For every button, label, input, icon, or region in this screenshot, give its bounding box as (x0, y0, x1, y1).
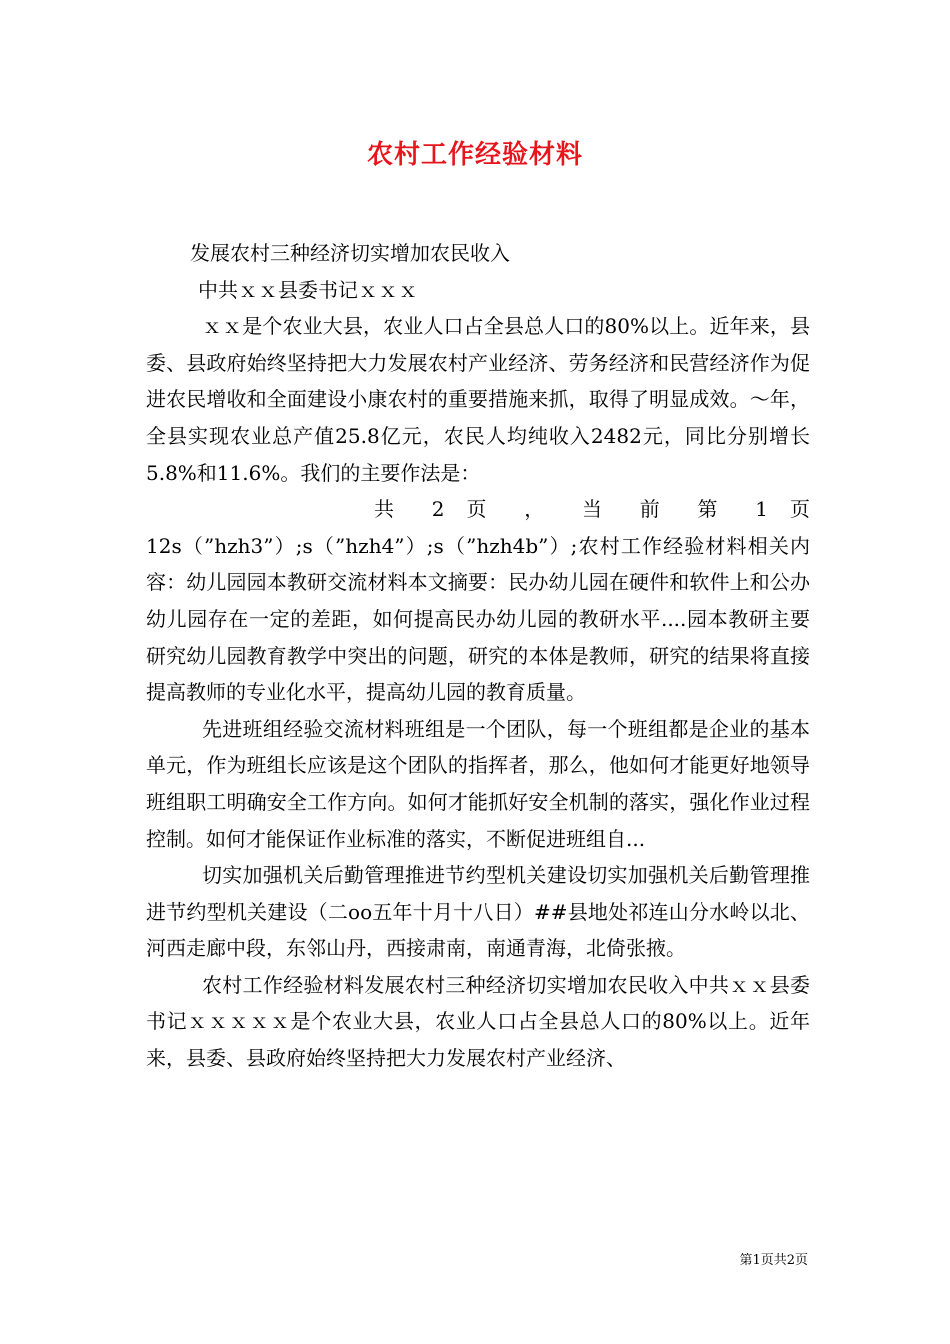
document-author: 中共ｘｘ县委书记ｘｘｘ (198, 277, 418, 302)
page-footer-number: 第1页共2页 (739, 1253, 808, 1268)
document-title: 农村工作经验材料 (366, 140, 583, 170)
body-paragraph: 切实加强机关后勤管理推进节约型机关建设切实加强机关后勤管理推进节约型机关建设（二oo五年十月十八日）##县地处祁连山分水岭以北、河西走廊中段，东邻山丹，西接肃南，南通青海，北倚张掖。 (146, 863, 810, 961)
body-paragraph: ｘｘ是个农业大县，农业人口占全县总人口的80%以上。近年来，县委、县政府始终坚持把大力发展农村产业经济、劳务经济和民营经济作为促进农民增收和全面建设小康农村的重要措施来抓，取得了明显成效。～年，全县实现农业总产值25.8亿元，农民人均纯收入2482元，同比分别增长5.8%和11.6%。我们的主要作法是： (146, 314, 810, 485)
document-body (146, 235, 810, 1077)
body-paragraph: 先进班组经验交流材料班组是一个团队，每一个班组都是企业的基本单元，作为班组长应该是这个团队的指挥者，那么，他如何才能更好地领导班组职工明确安全工作方向。如何才能抓好安全机制的落实，强化作业过程控制。如何才能保证作业标准的落实，不断促进班组自... (146, 716, 810, 851)
body-paragraph: 农村工作经验材料发展农村三种经济切实增加农民收入中共ｘｘ县委书记ｘｘｘｘｘ是个农业大县，农业人口占全县总人口的80%以上。近年来，县委、县政府始终坚持把大力发展农村产业经济、 (146, 972, 810, 1071)
page-indicator-text: 共 2 页 ， 当 前 第 1 页 (374, 497, 810, 522)
document-subtitle: 发展农村三种经济切实增加农民收入 (190, 241, 510, 265)
related-content-paragraph: 12s（”hzh3”）;s（”hzh4”）;s（”hzh4b”）;农村工作经验材料相关内容：幼儿园园本教研交流材料本文摘要：民办幼儿园在硬件和软件上和公办幼儿园存在一定的差距，如何提高民办幼儿园的教研水平....园本教研主要研究幼儿园教育教学中突出的问题，研究的本体是教师，研究的结果将直接提高教师的专业化水平，提高幼儿园的教育质量。 (146, 533, 810, 705)
